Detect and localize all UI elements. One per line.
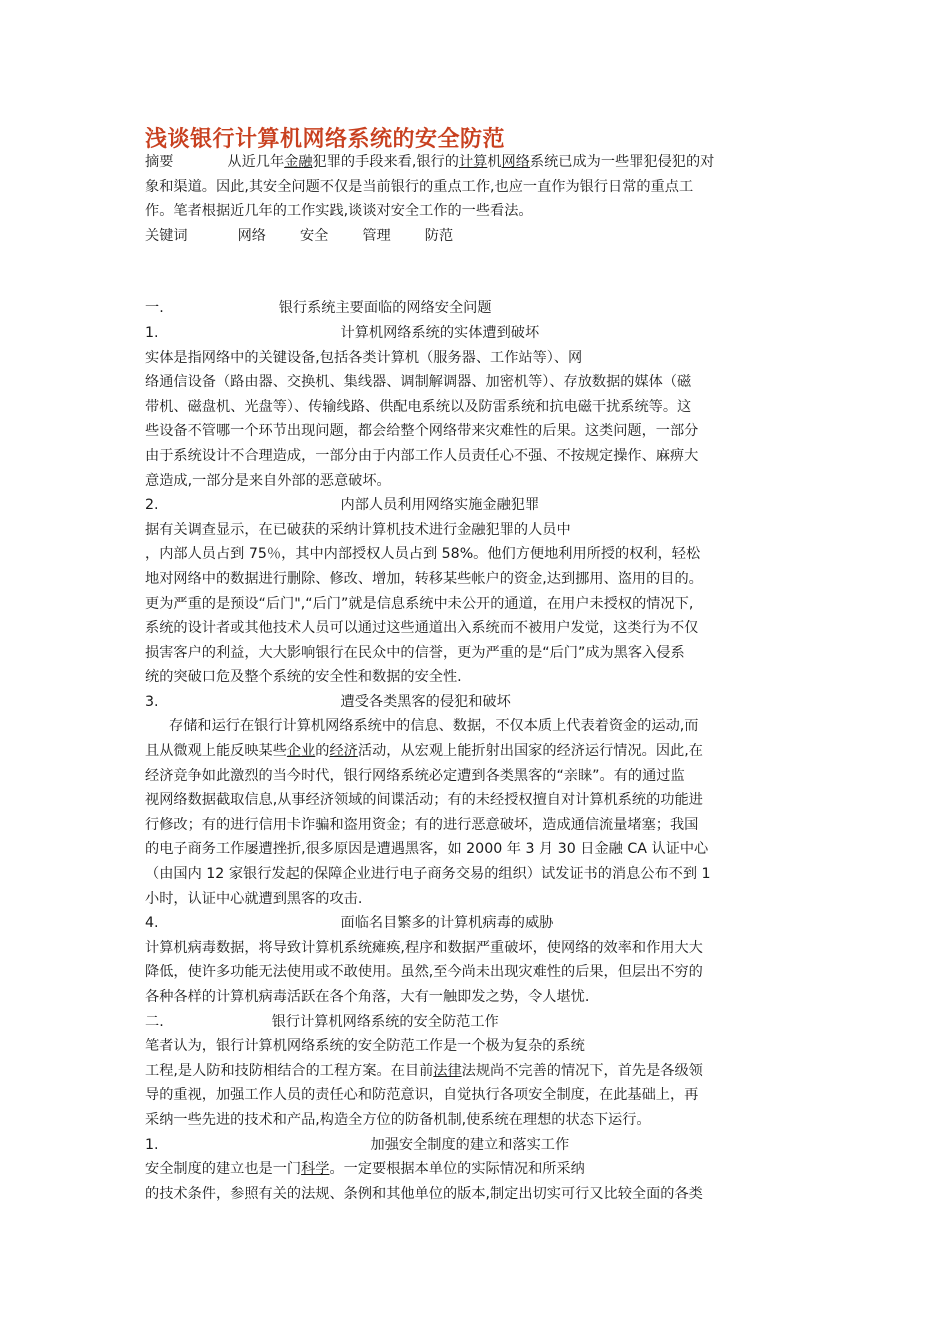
paragraph-line: 络通信设备（路由器、交换机、集线器、调制解调器、加密机等）、存放数据的媒体（磁 [145,374,692,391]
subsection-heading-1-4: 4. 面临名目繁多的计算机病毒的威胁 [145,915,554,932]
keyword-item: 管理 [362,227,391,244]
paragraph-line: 各种各样的计算机病毒活跃在各个角落，大有一触即发之势，令人堪忧. [145,989,590,1005]
link-enterprise[interactable]: 企业 [286,743,316,760]
abstract-line-3: 作。笔者根据近几年的工作实践,谈谈对安全工作的一些看法。 [145,203,533,220]
paragraph-line: ，内部人员占到 75％，其中内部授权人员占到 58%。他们方便地利用所授的权利，轻松 [145,546,701,563]
link-computing[interactable]: 计算 [458,154,488,170]
paragraph-line: 笔者认为，银行计算机网络系统的安全防范工作是一个极为复杂的系统 [145,1038,585,1055]
section-heading-2: 二. 银行计算机网络系统的安全防范工作 [145,1013,499,1030]
link-law[interactable]: 法律 [433,1062,462,1079]
subsection-heading-1-2: 2. 内部人员利用网络实施金融犯罪 [145,497,540,514]
paragraph-line: 且从微观上能反映某些企业的经济活动，从宏观上能折射出国家的经济运行情况。因此,在 [145,743,703,760]
link-finance[interactable]: 金融 [284,154,313,170]
section-spacer [145,248,809,296]
subsection-heading-2-1: 1. 加强安全制度的建立和落实工作 [145,1136,570,1153]
keyword-item: 防范 [424,227,454,244]
paragraph-line: 导的重视，加强工作人员的责任心和防范意识，自觉执行各项安全制度，在此基础上，再 [145,1087,699,1104]
paragraph-line: 实体是指网络中的关键设备,包括各类计算机（服务器、工作站等）、网 [145,349,583,366]
paragraph-line: 工程,是人防和技防相结合的工程方案。在目前法律法规尚不完善的情况下，首先是各级领 [145,1062,703,1079]
paragraph-line: （由国内 12 家银行发起的保障企业进行电子商务交易的组织）试发证书的消息公布不到 1 [145,866,711,883]
subsection-heading-1-3: 3. 遭受各类黑客的侵犯和破坏 [145,693,511,710]
document-body [145,150,809,1206]
paragraph-line: 存储和运行在银行计算机网络系统中的信息、数据，不仅本质上代表着资金的运动,而 [169,718,699,735]
paragraph-line: 经济竞争如此激烈的当今时代，银行网络系统必定遭到各类黑客的“亲睐”。有的通过监 [145,767,685,784]
paragraph-line: 采纳一些先进的技术和产品,构造全方位的防备机制,使系统在理想的状态下运行。 [145,1111,651,1128]
paragraph-line: 的技术条件，参照有关的法规、条例和其他单位的版本,制定出切实可行又比较全面的各类 [145,1185,703,1202]
paragraph-line: 损害客户的利益，大大影响银行在民众中的信誉，更为严重的是“后门”成为黑客入侵系 [145,644,685,661]
subsection-heading-1-1: 1. 计算机网络系统的实体遭到破坏 [145,324,540,341]
abstract-line-1: 摘要 从近几年金融犯罪的手段来看,银行的计算机网络系统已成为一些罪犯侵犯的对 [145,154,715,170]
section-heading-1: 一. 银行系统主要面临的网络安全问题 [145,300,492,317]
paragraph-line: 计算机病毒数据，将导致计算机系统瘫痪,程序和数据严重破坏，使网络的效率和作用大大 [145,939,703,956]
keywords-label: 关键词 [145,227,188,244]
document-title: 浅谈银行计算机网络系统的安全防范 [145,127,506,152]
paragraph-line: 更为严重的是预设“后门",“后门”就是信息系统中未公开的通道，在用户未授权的情况下, [145,595,694,612]
paragraph-line: 的电子商务工作屡遭挫折,很多原因是遭遇黑客，如 2000 年 3 月 30 日金融 CA 认证中心 [145,841,709,858]
abstract-line-2: 象和渠道。因此,其安全问题不仅是当前银行的重点工作,也应一直作为银行日常的重点工 [145,178,694,195]
paragraph-line: 小时，认证中心就遭到黑客的攻击. [145,890,363,907]
paragraph-line: 据有关调查显示，在已破获的采纳计算机技术进行金融犯罪的人员中 [145,521,571,538]
paragraph-line: 降低，使许多功能无法使用或不敢使用。虽然,至今尚未出现灾难性的后果，但层出不穷的 [145,964,703,981]
paragraph-line: 系统的设计者或其他技术人员可以通过这些通道出入系统而不被用户发觉，这类行为不仅 [145,620,699,637]
paragraph-line: 地对网络中的数据进行删除、修改、增加，转移某些帐户的资金,达到挪用、盗用的目的。 [145,570,703,587]
link-science[interactable]: 科学 [301,1161,330,1178]
link-network[interactable]: 网络 [501,154,530,170]
paragraph-line: 安全制度的建立也是一门科学。一定要根据本单位的实际情况和所采纳 [145,1161,585,1178]
paragraph-line: 些设备不管哪一个环节出现问题，都会给整个网络带来灾难性的后果。这类问题，一部分 [145,423,699,440]
keyword-item: 网络 [237,227,266,244]
keyword-item: 安全 [299,227,329,244]
abstract-label: 摘要 [145,154,174,170]
paragraph-line: 统的突破口危及整个系统的安全性和数据的安全性. [145,669,462,686]
keywords-line [145,224,809,249]
paragraph-line: 由于系统设计不合理造成，一部分由于内部工作人员责任心不强、不按规定操作、麻痹大 [145,447,699,464]
paragraph-line: 视网络数据截取信息,从事经济领域的间谍活动；有的未经授权擅自对计算机系统的功能进 [145,792,703,809]
paragraph-line: 带机、磁盘机、光盘等）、传输线路、供配电系统以及防雷系统和抗电磁干扰系统等。这 [145,398,692,415]
paragraph-line: 行修改；有的进行信用卡诈骗和盗用资金；有的进行恶意破坏，造成通信流量堵塞；我国 [145,816,699,833]
paragraph-line: 意造成,一部分是来自外部的恶意破坏。 [145,472,391,489]
link-economy[interactable]: 经济 [329,743,358,760]
